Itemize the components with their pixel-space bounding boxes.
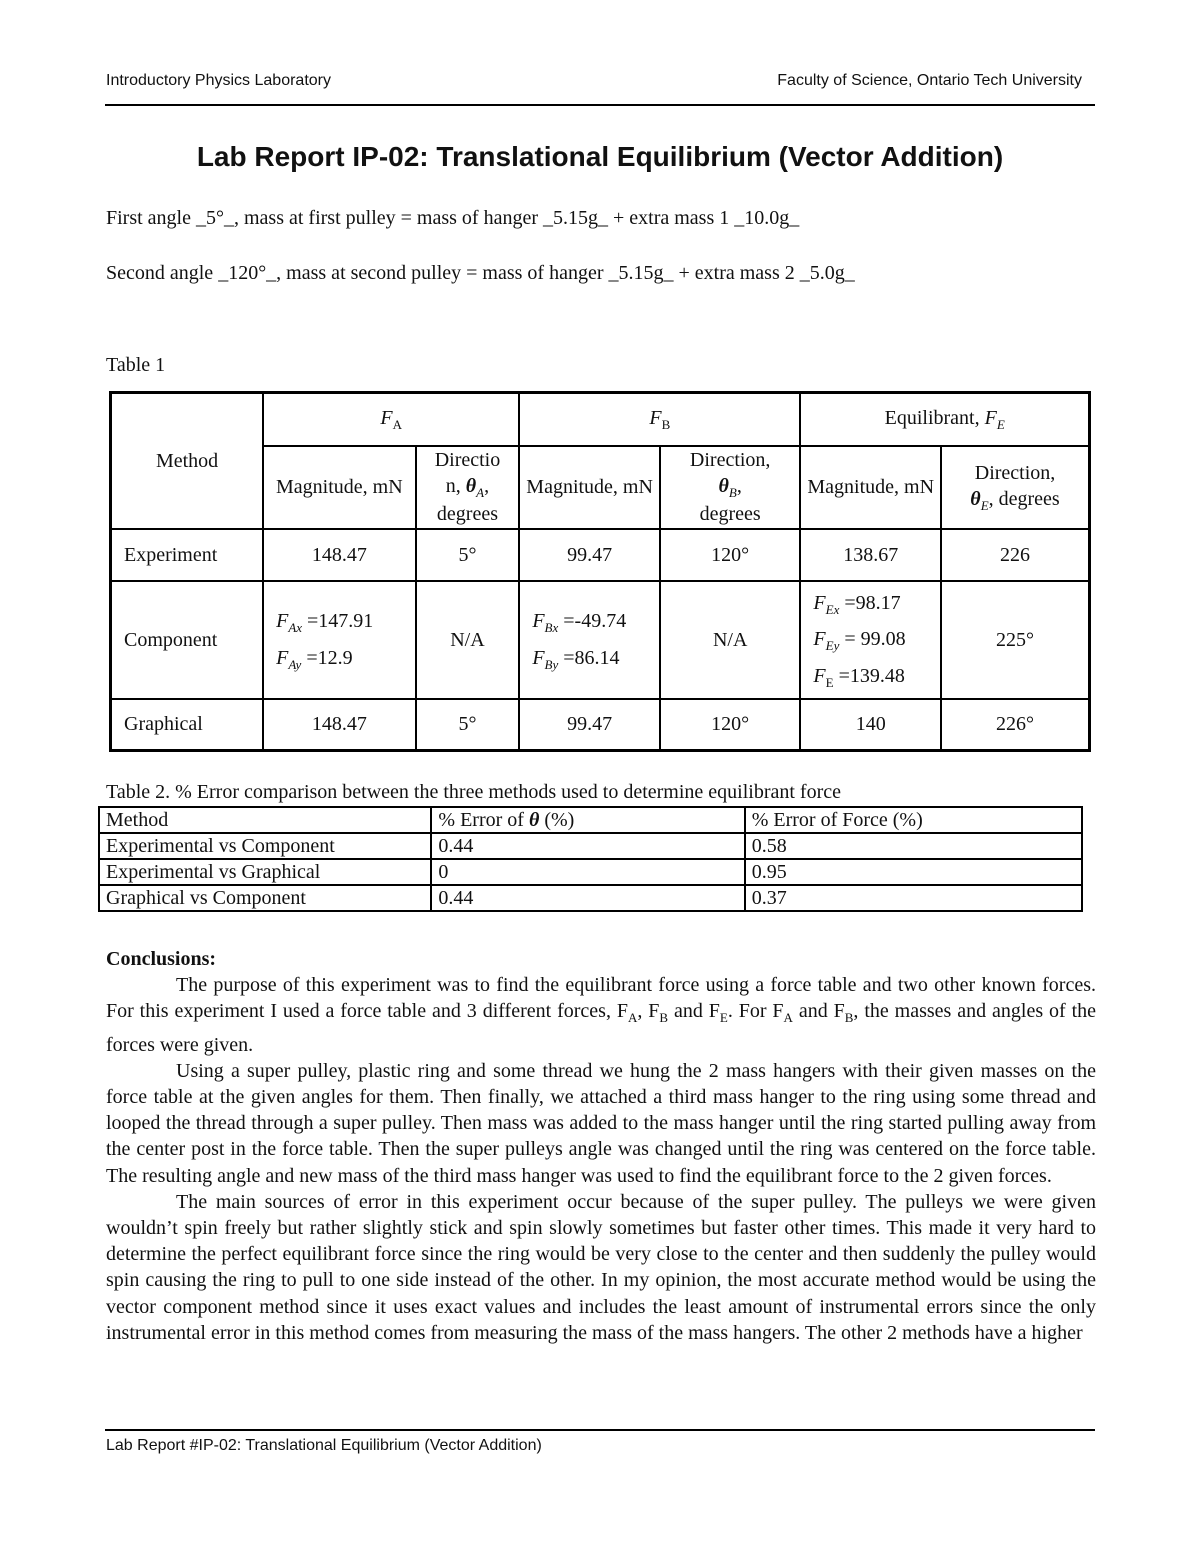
error-table xyxy=(98,806,1083,912)
cell: 148.47 xyxy=(263,699,416,751)
fe-direction-header xyxy=(941,446,1089,529)
table1-caption: Table 1 xyxy=(106,354,166,376)
theta-symbol: θ xyxy=(528,809,540,831)
cell: 0.37 xyxy=(745,885,1082,911)
fb-direction-header: Direction, $\theta_B$, degrees xyxy=(660,446,801,529)
table-row xyxy=(111,529,1090,581)
cell: 226° xyxy=(941,699,1089,751)
cell: 148.47 xyxy=(263,529,416,581)
fa-components-cell: $F_{Ax} =147.91$ $F_{Ay} =12.9$ xyxy=(263,581,416,699)
cell: 0.44 xyxy=(431,833,744,859)
theta-error-pre: % Error of xyxy=(438,809,529,831)
fey-value: = 99.08 xyxy=(844,628,906,651)
cell: 0.95 xyxy=(745,859,1082,885)
conclusion-paragraph: The main sources of error in this experiment occur because of the super pulley. The pulleys we were given wouldn’t spin freely but rather slightly stick and spin slowly sometimes but faster other times. This made it very hard to determine the perfect equilibrant force since the ring would be very close to the center and then suddenly the pulley would spin causing the ring to pull to one side instead of the other. In my opinion, the most accurate method would be using the vector component method since it uses exact values and includes the least amount of instrumental errors since the only instrumental error in this method comes from measuring the mass of the mass hangers. The other 2 methods have a higher xyxy=(106,1190,1096,1344)
cell: 225° xyxy=(941,581,1089,699)
fb-header xyxy=(519,393,800,446)
report-title: Lab Report IP-02: Translational Equilibrium (Vector Addition) xyxy=(196,141,1004,172)
header-course: Introductory Physics Laboratory xyxy=(106,72,331,89)
cell: Experimental vs Component xyxy=(99,833,431,859)
cell: N/A xyxy=(416,581,520,699)
conclusion-paragraph: Using a super pulley, plastic ring and some thread we hung the 2 mass hangers with their given masses on the force table at the given angles for them. Then finally, we attached a third mass hanger to the ring using some thread and looped the thread through a super pulley. Then mass was added to the mass hanger until the ring started pulling away from the center post in the force table. Then the super pulleys angle was changed until the ring was centered on the force table. The resulting angle and new mass of the third mass hanger was used to find the equilibrant force to the 2 given forces. xyxy=(106,1059,1096,1187)
second-angle-line: Second angle _120°_, mass at second pulley = mass of hanger _5.15g_ + extra mass 2 _5.0g_ xyxy=(106,262,855,284)
table-row xyxy=(111,699,1090,751)
cell: 120° xyxy=(660,699,801,751)
cell: 0.58 xyxy=(745,833,1082,859)
fe-header xyxy=(800,393,1089,446)
conclusions-section xyxy=(106,946,1096,1346)
fe-subscript: E xyxy=(996,416,1005,432)
cell: 138.67 xyxy=(800,529,941,581)
cell: 120° xyxy=(660,529,801,581)
theta-error-header xyxy=(431,807,744,833)
fe-symbol: F xyxy=(984,406,997,429)
cell: N/A xyxy=(660,581,801,699)
theta-symbol: θ xyxy=(718,474,729,497)
fa-magnitude-header: Magnitude, mN xyxy=(263,446,416,529)
force-error-header: % Error of Force (%) xyxy=(745,807,1082,833)
fa-subscript: A xyxy=(392,416,402,432)
cell: Experimental vs Graphical xyxy=(99,859,431,885)
forces-table xyxy=(109,391,1091,752)
theta-e-sub: E xyxy=(980,497,989,513)
footer-text: Lab Report #IP-02: Translational Equilibrium (Vector Addition) xyxy=(106,1437,542,1454)
fe-value: =139.48 xyxy=(838,664,905,687)
dir-b-line1: Direction, xyxy=(689,448,771,471)
cell: 99.47 xyxy=(519,529,660,581)
cell: 140 xyxy=(800,699,941,751)
cell: 226 xyxy=(941,529,1089,581)
fby-value: =86.14 xyxy=(563,646,620,669)
header-rule xyxy=(105,104,1095,106)
table-header-row xyxy=(111,393,1090,446)
theta-b-sub: B xyxy=(728,484,737,500)
fa-direction-header: Directio n, $\theta_A$, degrees xyxy=(416,446,520,529)
row-label: Experiment xyxy=(111,529,264,581)
cell: 0 xyxy=(431,859,744,885)
dir-a-line1: Directio xyxy=(434,448,501,471)
cell: 0.44 xyxy=(431,885,744,911)
cell: 5° xyxy=(416,699,520,751)
theta-a-sub: A xyxy=(476,484,485,500)
table2-caption: Table 2. % Error comparison between the three methods used to determine equilibrant force xyxy=(106,781,841,803)
fe-magnitude-header: Magnitude, mN xyxy=(800,446,941,529)
fa-symbol: F xyxy=(380,406,393,429)
conclusion-paragraph: The purpose of this experiment was to find the equilibrant force using a force table and two other known forces. For this experiment I used a force table and 3 different forces, $F_A$, $F_B$ and $F_E$. For $F_A$ and $F_B$, the masses and angles of the forces were given. xyxy=(106,974,1097,1056)
table-row xyxy=(99,859,1082,885)
table-row xyxy=(111,581,1090,699)
row-label: Graphical xyxy=(111,699,264,751)
fb-symbol: F xyxy=(649,406,662,429)
dir-e-line1: Direction, xyxy=(974,461,1056,484)
dir-e-tail: , degrees xyxy=(988,487,1060,510)
fay-value: =12.9 xyxy=(306,646,353,669)
dir-a-line2: n, xyxy=(445,474,466,497)
fa-header xyxy=(263,393,519,446)
theta-error-post: (%) xyxy=(539,809,575,831)
dir-a-line3: degrees xyxy=(436,503,498,526)
first-angle-line: First angle _5°_, mass at first pulley = mass of hanger _5.15g_ + extra mass 1 _10.0g_ xyxy=(106,207,800,229)
table-row xyxy=(99,885,1082,911)
fex-value: =98.17 xyxy=(844,591,901,614)
fb-magnitude-header: Magnitude, mN xyxy=(519,446,660,529)
cell: Graphical vs Component xyxy=(99,885,431,911)
theta-symbol: θ xyxy=(465,474,477,497)
header-faculty: Faculty of Science, Ontario Tech University xyxy=(777,72,1082,89)
method-header: Method xyxy=(111,393,264,529)
footer-rule xyxy=(105,1429,1095,1431)
row-label: Component xyxy=(111,581,264,699)
fe-label: Equilibrant, xyxy=(884,406,985,429)
dir-b-line3: degrees xyxy=(699,503,761,526)
cell: 5° xyxy=(416,529,520,581)
theta-symbol: θ xyxy=(970,487,981,510)
table-header-row xyxy=(99,807,1082,833)
fax-value: =147.91 xyxy=(307,610,374,633)
cell: 99.47 xyxy=(519,699,660,751)
fbx-value: =-49.74 xyxy=(563,610,627,633)
fe-components-cell: $F_{Ex} =98.17$ $F_{Ey} = 99.08$ $F_E =139.48$ xyxy=(800,581,941,699)
method-col-header: Method xyxy=(99,807,431,833)
fb-subscript: B xyxy=(661,416,671,432)
fb-components-cell: $F_{Bx} =-49.74$ $F_{By} =86.14$ xyxy=(519,581,660,699)
table-row xyxy=(99,833,1082,859)
conclusions-heading: Conclusions: xyxy=(106,948,217,970)
